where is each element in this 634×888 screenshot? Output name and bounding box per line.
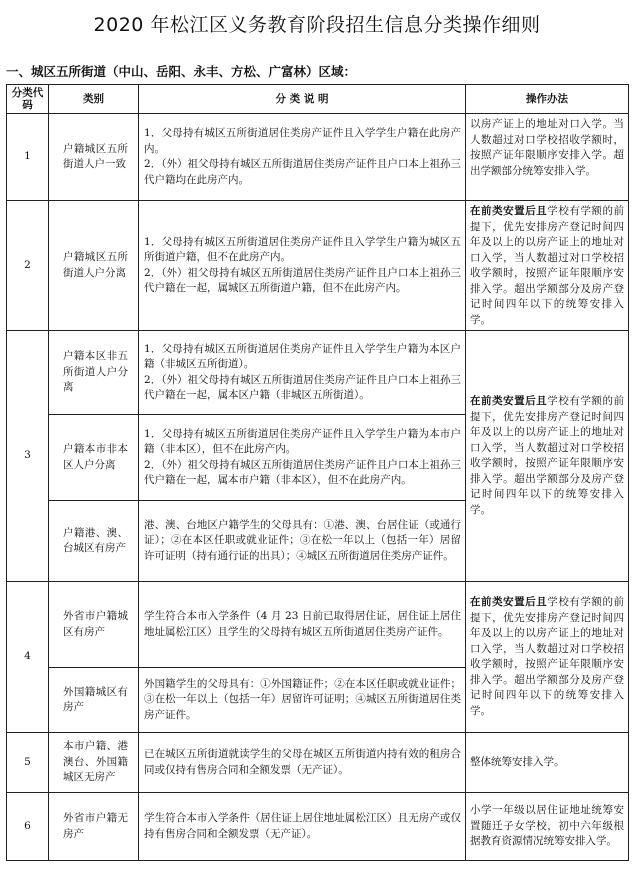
row-operation: 以房产证上的地址对口入学。当人数超过对口学校招收学额时，按照产证年限顺序安排入学。超出学额部分统筹安排入学。	[466, 114, 629, 201]
table-row	[7, 582, 629, 668]
operation-emphasis: 在前类安置后且	[470, 596, 548, 608]
row-code: 1	[7, 114, 49, 201]
description-item: 2．（外）祖父母持有城区五所街道居住类房产证件且户口本上祖孙三代户籍在一起，属本区户籍（非城区五所街道）。	[144, 373, 461, 401]
operation-text: 学校有学额的前提下，优先安排房产登记时间四年及以上的以房产证上的地址对口入学，当人数超过对口学校招收学额时，按照产证年限顺序安排入学。超出学额部分及房产登记时间四年以下的统筹安排入学。	[470, 205, 625, 326]
description-item: 已在城区五所街道就读学生的父母在城区五所街道内持有效的租房合同或仅持有售房合同和全额发票（无产证）。	[144, 748, 461, 776]
row-category: 户籍本区非五所街道人户分离	[49, 331, 139, 415]
operation-emphasis: 在前类安置后且	[470, 395, 548, 407]
document-title: 2020 年松江区义务教育阶段招生信息分类操作细则	[93, 14, 541, 36]
table-row	[7, 114, 629, 201]
row-code: 4	[7, 582, 49, 733]
description-item: 外国籍学生的父母具有：①外国籍证件；②在本区任职或就业证件；③在松一年以上（包括一年）居留许可证明；④城区五所街道居住类房产证件。	[144, 677, 461, 721]
description-item: 港、澳、台地区户籍学生的父母具有：①港、澳、台居住证（或通行证）；②在本区任职或就业证件；③在松一年以上（包括一年）居留许可证明（持有通行证的出具）；④城区五所街道居住类房产证件。	[144, 518, 461, 562]
header-description: 分 类 说 明	[139, 85, 466, 114]
row-operation	[466, 201, 629, 331]
row-category: 外国籍城区有房产	[49, 668, 139, 733]
description-item: 1．父母持有城区五所街道居住类房产证件且入学学生户籍为本市户籍（非本区），但不在此房产内。	[144, 427, 461, 455]
table-header-row	[7, 85, 629, 114]
row-code: 3	[7, 331, 49, 582]
table-row	[7, 201, 629, 331]
row-description	[139, 668, 466, 733]
description-item: 2．（外）祖父母持有城区五所街道居住类房产证件且户口本上祖孙三代户籍在一起，属本市户籍（非本区），但不在此房产内。	[144, 458, 461, 486]
row-description	[139, 501, 466, 582]
operation-text: 学校有学额的前提下，优先安排房产登记时间四年及以上的以房产证上的地址对口入学，当人数超过对口学校招收学额时，按照产证年限顺序安排入学。超出学额部分及房产登记时间四年以下的统筹安排入学。	[470, 395, 625, 516]
row-description	[139, 733, 466, 793]
row-operation	[466, 331, 629, 582]
row-description	[139, 114, 466, 201]
table-row	[7, 331, 629, 415]
table-row	[7, 793, 629, 861]
row-category: 户籍城区五所街道人户一致	[49, 114, 139, 201]
description-item: 1．父母持有城区五所街道居住类房产证件且入学学生户籍为城区五所街道户籍，但不在此房产内。	[144, 235, 461, 263]
row-description	[139, 415, 466, 501]
row-category: 户籍港、澳、台城区有房产	[49, 501, 139, 582]
header-operation: 操作办法	[466, 85, 629, 114]
row-category: 外省市户籍城区有房产	[49, 582, 139, 668]
operation-text: 学校有学额的前提下，优先安排房产登记时间四年及以上的以房产证上的地址对口入学，当人数超过对口学校招收学额时，按照产证年限顺序安排入学。超出学额部分及房产登记时间四年以下的统筹安排入学。	[470, 596, 625, 717]
row-category: 户籍本市非本区人户分离	[49, 415, 139, 501]
row-code: 6	[7, 793, 49, 861]
row-operation	[466, 582, 629, 733]
row-category: 户籍城区五所街道人户分离	[49, 201, 139, 331]
description-item: 1．父母持有城区五所街道居住类房产证件且入学学生户籍在此房产内。	[144, 127, 461, 155]
operation-emphasis: 在前类安置后且	[470, 205, 548, 217]
row-category: 外省市户籍无房产	[49, 793, 139, 861]
header-category: 类别	[49, 85, 139, 114]
header-code: 分类代码	[7, 85, 49, 114]
row-description	[139, 793, 466, 861]
row-code: 2	[7, 201, 49, 331]
row-description	[139, 201, 466, 331]
row-operation: 整体统筹安排入学。	[466, 733, 629, 793]
row-code: 5	[7, 733, 49, 793]
description-item: 2．（外）祖父母持有城区五所街道居住类房产证件且户口本上祖孙三代户籍在一起，属城区五所街道户籍，但不在此房产内。	[144, 266, 461, 294]
row-operation: 小学一年级以居住证地址统筹安置随迁子女学校，初中六年级根据教育资源情况统筹安排入学。	[466, 793, 629, 861]
description-item: 学生符合本市入学条件（4 月 23 日前已取得居住证，居住证上居住地址属松江区）且学生的父母持有城区五所街道居住类房产证件。	[144, 610, 461, 638]
classification-table	[6, 84, 629, 861]
description-item: 2．（外）祖父母持有城区五所街道居住类房产证件且户口本上祖孙三代户籍均在此房产内。	[144, 158, 461, 186]
section-heading: 一、城区五所街道（中山、岳阳、永丰、方松、广富林）区域：	[6, 64, 357, 79]
description-item: 学生符合本市入学条件（居住证上居住地址属松江区）且无房产或仅持有售房合同和全额发票（无产证）。	[144, 812, 461, 840]
row-description	[139, 331, 466, 415]
table-row	[7, 733, 629, 793]
row-category: 本市户籍、港澳台、外国籍城区无房产	[49, 733, 139, 793]
description-item: 1．父母持有城区五所街道居住类房产证件且入学学生户籍为本区户籍（非城区五所街道）。	[144, 342, 461, 370]
row-description	[139, 582, 466, 668]
